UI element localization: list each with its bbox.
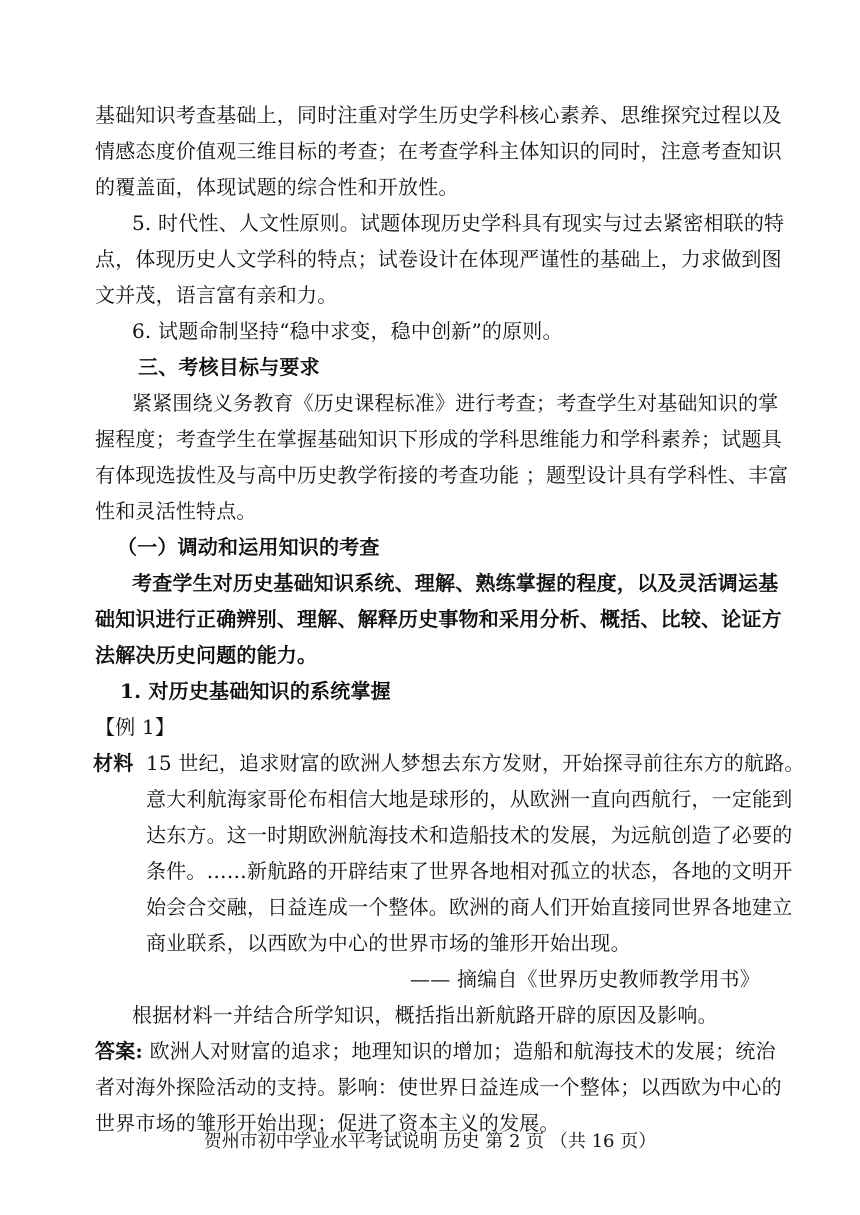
paragraph-line: 文并茂，语言富有亲和力。 [95,283,338,307]
paragraph-line: 的覆盖面，体现试题的综合性和开放性。 [95,175,459,199]
numbered-heading: 1. 对历史基础知识的系统掌握 [120,679,391,703]
example-label: 【例 1】 [95,715,176,739]
page-footer: 贺州市初中学业水平考试说明 历史 第 2 页 （共 16 页） [203,1131,657,1152]
question-text: 根据材料一并结合所学知识，概括指出新航路开辟的原因及影响。 [132,1003,718,1027]
answer-label: 答案: [95,1039,143,1063]
answer-line: 世界市场的雏形开始出现；促进了资本主义的发展。 [95,1111,560,1135]
paragraph-line: 握程度；考查学生在掌握基础知识下形成的学科思维能力和学科素养；试题具 [95,427,782,451]
paragraph-line: 点，体现历史人文学科的特点；试卷设计在体现严谨性的基础上，力求做到图 [95,247,782,271]
paragraph-line: 础知识进行正确辨别、理解、解释历史事物和采用分析、概括、比较、论证方 [95,607,782,631]
answer-line [95,1038,776,1064]
material-label: 材料 [93,751,134,775]
material-line: 意大利航海家哥伦布相信大地是球形的，从欧洲一直向西航行，一定能到 [146,787,793,811]
paragraph-line: 性和灵活性特点。 [95,499,257,523]
subsection-heading: （一）调动和运用知识的考查 [117,535,380,559]
answer-line: 者对海外探险活动的支持。影响：使世界日益连成一个整体；以西欧为中心的 [95,1075,782,1099]
paragraph-line: 6. 试题命制坚持“稳中求变，稳中创新”的原则。 [132,319,563,343]
answer-text: 欧洲人对财富的追求；地理知识的增加；造船和航海技术的发展；统治 [142,1039,776,1063]
material-line: 15 世纪，追求财富的欧洲人梦想去东方发财，开始探寻前往东方的航路。 [146,751,805,775]
paragraph-line: 5. 时代性、人文性原则。试题体现历史学科具有现实与过去紧密相联的特 [132,211,785,235]
material-line: 始会合交融，日益连成一个整体。欧洲的商人们开始直接同世界各地建立 [146,895,793,919]
material-line: 商业联系，以西欧为中心的世界市场的雏形开始出现。 [146,931,631,955]
paragraph-line: 法解决历史问题的能力。 [95,643,318,667]
paragraph-line: 紧紧围绕义务教育《历史课程标准》进行考查；考查学生对基础知识的掌 [132,391,779,415]
material-line: 条件。……新航路的开辟结束了世界各地相对孤立的状态，各地的文明开 [146,859,793,883]
source-citation: —— 摘编自《世界历史教师教学用书》 [410,967,760,991]
section-heading: 三、考核目标与要求 [138,355,320,379]
material-line: 达东方。这一时期欧洲航海技术和造船技术的发展，为远航创造了必要的 [146,823,793,847]
paragraph-line: 基础知识考查基础上，同时注重对学生历史学科核心素养、思维探究过程以及 [95,103,782,127]
paragraph-line: 情感态度价值观三维目标的考查；在考查学科主体知识的同时，注意考查知识 [95,139,782,163]
paragraph-line: 考查学生对历史基础知识系统、理解、熟练掌握的程度，以及灵活调运基 [132,571,779,595]
paragraph-line: 有体现选拔性及与高中历史教学衔接的考查功能 ；题型设计具有学科性、丰富 [95,463,789,487]
